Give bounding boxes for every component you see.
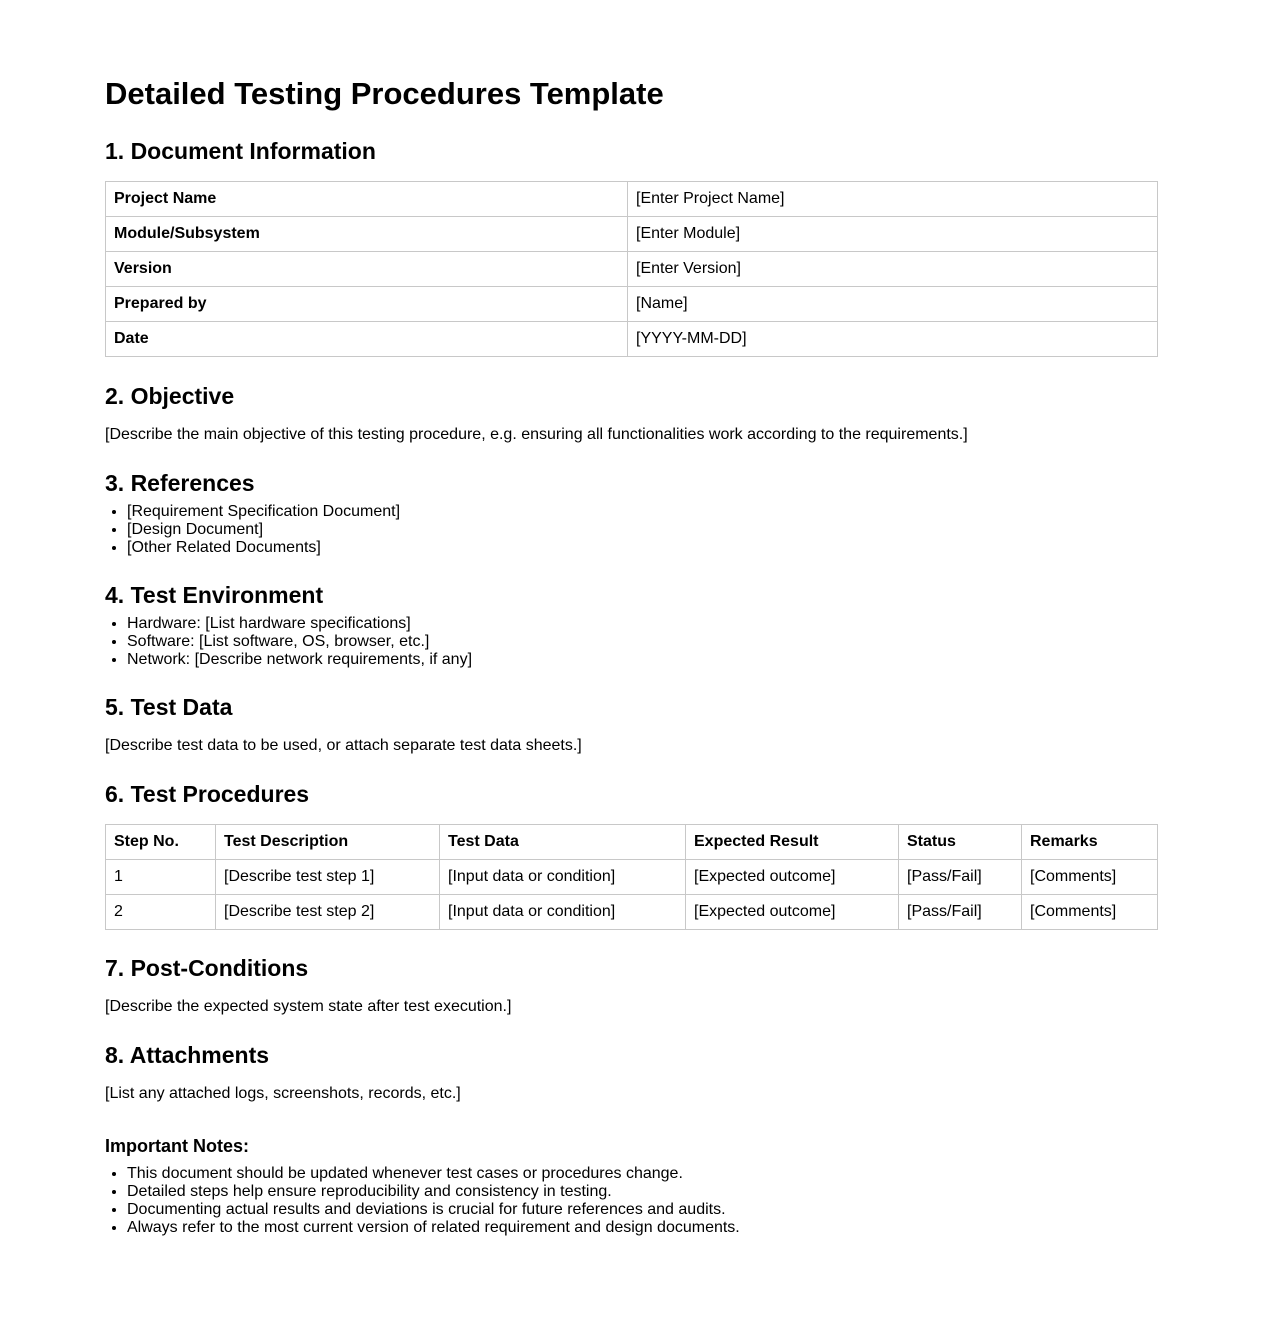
column-header: Remarks — [1022, 825, 1158, 860]
table-row — [106, 182, 1158, 217]
section-heading-document-information: 1. Document Information — [105, 138, 376, 164]
info-label: Module/Subsystem — [106, 217, 628, 252]
list-item: • Software: [List software, OS, browser, etc.] — [127, 633, 1158, 651]
table-row — [106, 252, 1158, 287]
column-header: Status — [899, 825, 1022, 860]
page-title: Detailed Testing Procedures Template — [105, 76, 664, 111]
list-item: • Hardware: [List hardware specifications] — [127, 615, 1158, 633]
attachments-text: [List any attached logs, screenshots, records, etc.] — [105, 1085, 461, 1102]
info-value: [Enter Project Name] — [628, 182, 1158, 217]
table-cell: [Comments] — [1022, 895, 1158, 930]
table-row — [106, 287, 1158, 322]
post-conditions-text: [Describe the expected system state after test execution.] — [105, 998, 512, 1015]
table-row — [106, 322, 1158, 357]
info-value: [Enter Module] — [628, 217, 1158, 252]
table-row — [106, 895, 1158, 930]
column-header: Expected Result — [686, 825, 899, 860]
references-list — [105, 503, 1158, 557]
table-cell: [Comments] — [1022, 860, 1158, 895]
info-label: Project Name — [106, 182, 628, 217]
section-heading-test-procedures: 6. Test Procedures — [105, 781, 310, 807]
section-heading-objective: 2. Objective — [105, 383, 235, 409]
info-value: [YYYY-MM-DD] — [628, 322, 1158, 357]
section-heading-test-data: 5. Test Data — [105, 694, 233, 720]
column-header: Test Description — [216, 825, 440, 860]
info-value: [Name] — [628, 287, 1158, 322]
list-item: • Documenting actual results and deviations is crucial for future references and audits. — [127, 1201, 1158, 1219]
table-cell: 2 — [106, 895, 216, 930]
table-cell: [Expected outcome] — [686, 860, 899, 895]
column-header: Test Data — [440, 825, 686, 860]
table-row — [106, 860, 1158, 895]
info-label: Version — [106, 252, 628, 287]
section-heading-references: 3. References — [105, 470, 255, 496]
document-info-table — [105, 181, 1158, 357]
list-item: • [Requirement Specification Document] — [127, 503, 1158, 521]
notes-heading: Important Notes: — [105, 1136, 249, 1156]
table-cell: [Describe test step 1] — [216, 860, 440, 895]
notes-list — [105, 1165, 1158, 1237]
section-heading-test-environment: 4. Test Environment — [105, 582, 324, 608]
table-header-row — [106, 825, 1158, 860]
list-item: • Network: [Describe network requirements, if any] — [127, 651, 1158, 669]
objective-text: [Describe the main objective of this testing procedure, e.g. ensuring all functionalities work according to the requirements.] — [105, 426, 968, 443]
table-row — [106, 217, 1158, 252]
section-heading-attachments: 8. Attachments — [105, 1042, 270, 1068]
info-label: Prepared by — [106, 287, 628, 322]
list-item: • [Design Document] — [127, 521, 1158, 539]
test-data-text: [Describe test data to be used, or attach separate test data sheets.] — [105, 737, 582, 754]
list-item: • Always refer to the most current version of related requirement and design documents. — [127, 1219, 1158, 1237]
info-value: [Enter Version] — [628, 252, 1158, 287]
table-cell: [Input data or condition] — [440, 895, 686, 930]
table-cell: [Expected outcome] — [686, 895, 899, 930]
table-cell: [Input data or condition] — [440, 860, 686, 895]
section-heading-post-conditions: 7. Post-Conditions — [105, 955, 309, 981]
table-cell: 1 — [106, 860, 216, 895]
info-label: Date — [106, 322, 628, 357]
list-item: • [Other Related Documents] — [127, 539, 1158, 557]
test-procedures-table — [105, 824, 1158, 930]
list-item: • This document should be updated whenever test cases or procedures change. — [127, 1165, 1158, 1183]
column-header: Step No. — [106, 825, 216, 860]
table-cell: [Pass/Fail] — [899, 860, 1022, 895]
list-item: • Detailed steps help ensure reproducibility and consistency in testing. — [127, 1183, 1158, 1201]
table-cell: [Describe test step 2] — [216, 895, 440, 930]
environment-list — [105, 615, 1158, 669]
table-cell: [Pass/Fail] — [899, 895, 1022, 930]
